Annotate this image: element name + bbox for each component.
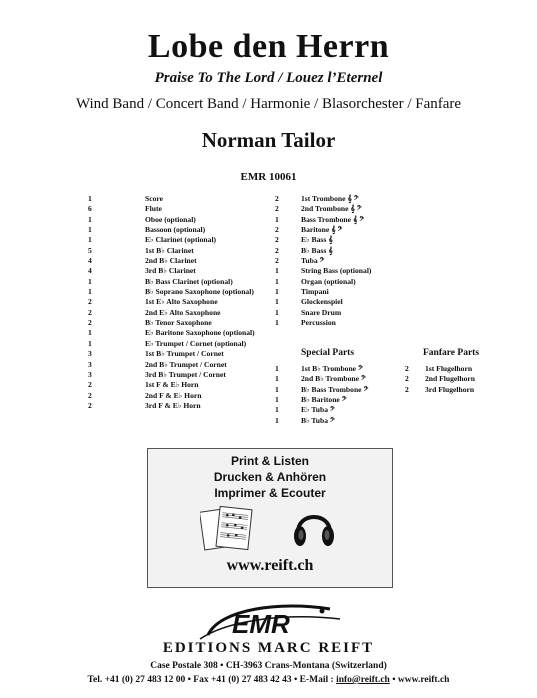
part-row (275, 416, 368, 426)
part-name: 1st Trombone 𝄞 𝄢 (301, 194, 359, 203)
part-row (275, 215, 371, 225)
emr-logo (190, 599, 350, 643)
part-row (275, 364, 368, 374)
part-row (88, 215, 255, 225)
contact-suffix: • www.reift.ch (389, 675, 450, 685)
composer: Norman Tailor (201, 128, 336, 152)
part-row (275, 256, 371, 266)
part-quantity: 2 (275, 245, 279, 255)
part-row (405, 385, 475, 395)
part-quantity: 1 (275, 287, 279, 297)
parts-list-right (275, 194, 371, 328)
part-row (88, 235, 255, 245)
part-name: Oboe (optional) (145, 214, 196, 224)
part-row (275, 374, 368, 384)
part-quantity: 1 (88, 194, 92, 203)
promo-line: Imprimer & Ecouter (214, 486, 326, 500)
part-quantity: 3 (88, 369, 92, 379)
part-name: 1st B♭ Trombone 𝄢 (301, 364, 363, 373)
part-row (88, 204, 255, 214)
part-quantity: 1 (88, 214, 92, 224)
part-name: Organ (optional) (301, 276, 356, 286)
part-quantity: 1 (88, 276, 92, 286)
part-name: 2nd Flugelhorn (425, 374, 476, 384)
part-quantity: 2 (405, 364, 409, 373)
part-quantity: 4 (88, 256, 92, 266)
special-parts-list (275, 364, 368, 426)
part-name: E♭ Baritone Saxophone (optional) (145, 328, 255, 338)
part-quantity: 1 (275, 266, 279, 276)
part-quantity: 1 (275, 364, 279, 373)
part-row (88, 339, 255, 349)
part-quantity: 1 (275, 276, 279, 286)
fanfare-parts-list (405, 364, 475, 395)
publisher-name: EDITIONS MARC REIFT (162, 640, 375, 656)
part-row (88, 256, 255, 266)
subtitle: Praise To The Lord / Louez l’Eternel (154, 70, 383, 86)
part-name: String Bass (optional) (301, 266, 372, 276)
promo-line: Print & Listen (230, 454, 309, 468)
part-name: B♭ Tenor Saxophone (145, 318, 212, 328)
part-name: 2nd Trombone 𝄞 𝄢 (301, 204, 362, 214)
part-name: B♭ Tuba 𝄢 (301, 415, 335, 425)
part-quantity: 1 (88, 338, 92, 348)
part-name: Snare Drum (301, 307, 342, 317)
part-name: 2nd B♭ Clarinet (145, 256, 197, 266)
part-row (275, 277, 371, 287)
part-row (88, 246, 255, 256)
part-quantity: 2 (275, 204, 279, 214)
part-row (88, 349, 255, 359)
part-name: B♭ Bass Clarinet (optional) (145, 276, 233, 286)
part-row (88, 380, 255, 390)
part-quantity: 5 (88, 245, 92, 255)
part-row (88, 287, 255, 297)
parts-list-left (88, 194, 255, 411)
part-name: E♭ Clarinet (optional) (145, 235, 217, 245)
part-row (88, 401, 255, 411)
part-quantity: 1 (275, 415, 279, 425)
part-row (275, 318, 371, 328)
part-name: Bass Trombone 𝄞 𝄢 (301, 214, 365, 224)
part-name: E♭ Bass 𝄞 (301, 235, 333, 245)
part-name: 1st F & E♭ Horn (145, 380, 199, 390)
part-quantity: 2 (88, 297, 92, 307)
part-quantity: 3 (88, 359, 92, 369)
part-name: 1st B♭ Trumpet / Cornet (145, 349, 224, 359)
part-name: Tuba 𝄢 (301, 256, 325, 266)
part-row (88, 328, 255, 338)
part-row (275, 297, 371, 307)
part-name: 3rd Flugelhorn (425, 384, 475, 394)
part-quantity: 2 (275, 235, 279, 245)
part-row (88, 370, 255, 380)
part-quantity: 1 (275, 307, 279, 317)
part-quantity: 2 (275, 194, 279, 203)
part-row (275, 204, 371, 214)
part-quantity: 1 (88, 235, 92, 245)
logo-text: EMR (232, 609, 290, 639)
part-quantity: 1 (88, 287, 92, 297)
part-name: Bassoon (optional) (145, 225, 206, 235)
part-row (275, 235, 371, 245)
part-name: B♭ Bass Trombone 𝄢 (301, 384, 369, 394)
part-row (88, 225, 255, 235)
part-quantity: 2 (88, 318, 92, 328)
part-quantity: 1 (275, 214, 279, 224)
title: Lobe den Herrn (147, 28, 390, 65)
part-name: 2nd B♭ Trombone 𝄢 (301, 374, 366, 384)
part-name: Score (145, 194, 163, 203)
part-name: B♭ Soprano Saxophone (optional) (145, 287, 254, 297)
part-name: E♭ Trumpet / Cornet (optional) (145, 338, 247, 348)
contact-line (0, 675, 537, 685)
part-name: E♭ Tuba 𝄢 (301, 405, 335, 415)
part-name: B♭ Bass 𝄞 (301, 245, 333, 255)
part-row (405, 364, 475, 374)
part-row (275, 194, 371, 204)
part-name: Flute (145, 204, 162, 214)
part-row (88, 277, 255, 287)
part-quantity: 2 (405, 384, 409, 394)
part-row (405, 374, 475, 384)
fanfare-parts-heading: Fanfare Parts (423, 348, 480, 358)
part-quantity: 2 (405, 374, 409, 384)
part-name: 2nd B♭ Trumpet / Cornet (145, 359, 227, 369)
part-quantity: 2 (88, 400, 92, 410)
part-quantity: 1 (88, 225, 92, 235)
part-name: Percussion (301, 318, 336, 328)
part-name: B♭ Baritone 𝄢 (301, 395, 347, 405)
part-row (88, 194, 255, 204)
part-row (88, 360, 255, 370)
sheet-music-icon (200, 504, 256, 552)
special-parts-heading: Special Parts (301, 348, 355, 358)
part-row (88, 391, 255, 401)
part-quantity: 1 (275, 297, 279, 307)
part-name: 1st E♭ Alto Saxophone (145, 297, 218, 307)
part-name: 2nd E♭ Alto Saxophone (145, 307, 221, 317)
part-quantity: 6 (88, 204, 92, 214)
part-quantity: 4 (88, 266, 92, 276)
part-name: 1st B♭ Clarinet (145, 245, 194, 255)
part-quantity: 1 (88, 328, 92, 338)
part-quantity: 1 (275, 405, 279, 415)
part-name: Timpani (301, 287, 329, 297)
part-name: Glockenspiel (301, 297, 343, 307)
publisher-address: Case Postale 308 • CH-3963 Crans-Montana (Switzerland) (150, 661, 387, 671)
part-quantity: 3 (88, 349, 92, 359)
part-name: 3rd B♭ Trumpet / Cornet (145, 369, 226, 379)
email-link[interactable]: info@reift.ch (336, 675, 390, 685)
part-quantity: 2 (88, 380, 92, 390)
part-quantity: 2 (275, 225, 279, 235)
part-quantity: 1 (275, 395, 279, 405)
headphones-icon (292, 504, 336, 550)
part-name: 3rd B♭ Clarinet (145, 266, 196, 276)
part-row (275, 246, 371, 256)
part-name: 2nd F & E♭ Horn (145, 390, 202, 400)
part-quantity: 2 (88, 307, 92, 317)
part-quantity: 1 (275, 318, 279, 328)
band-types: Wind Band / Concert Band / Harmonie / Blasorchester / Fanfare (75, 96, 462, 112)
promo-line: Drucken & Anhören (213, 470, 327, 484)
part-row (275, 225, 371, 235)
part-row (88, 308, 255, 318)
part-name: 1st Flugelhorn (425, 364, 473, 373)
part-quantity: 2 (275, 256, 279, 266)
print-listen-box (147, 448, 393, 588)
part-quantity: 2 (88, 390, 92, 400)
contact-prefix: Tel. +41 (0) 27 483 12 00 • Fax +41 (0) 27 483 42 43 • E-Mail : (87, 675, 337, 685)
part-row (88, 318, 255, 328)
part-row (275, 308, 371, 318)
part-name: 3rd F & E♭ Horn (145, 400, 201, 410)
part-row (275, 385, 368, 395)
part-quantity: 1 (275, 384, 279, 394)
catalog-number: EMR 10061 (240, 171, 297, 183)
part-name: Baritone 𝄞 𝄢 (301, 225, 343, 235)
website-link[interactable]: www.reift.ch (226, 557, 314, 574)
part-row (88, 266, 255, 276)
part-row (275, 405, 368, 415)
part-quantity: 1 (275, 374, 279, 384)
part-row (88, 297, 255, 307)
part-row (275, 287, 371, 297)
part-row (275, 266, 371, 276)
part-row (275, 395, 368, 405)
